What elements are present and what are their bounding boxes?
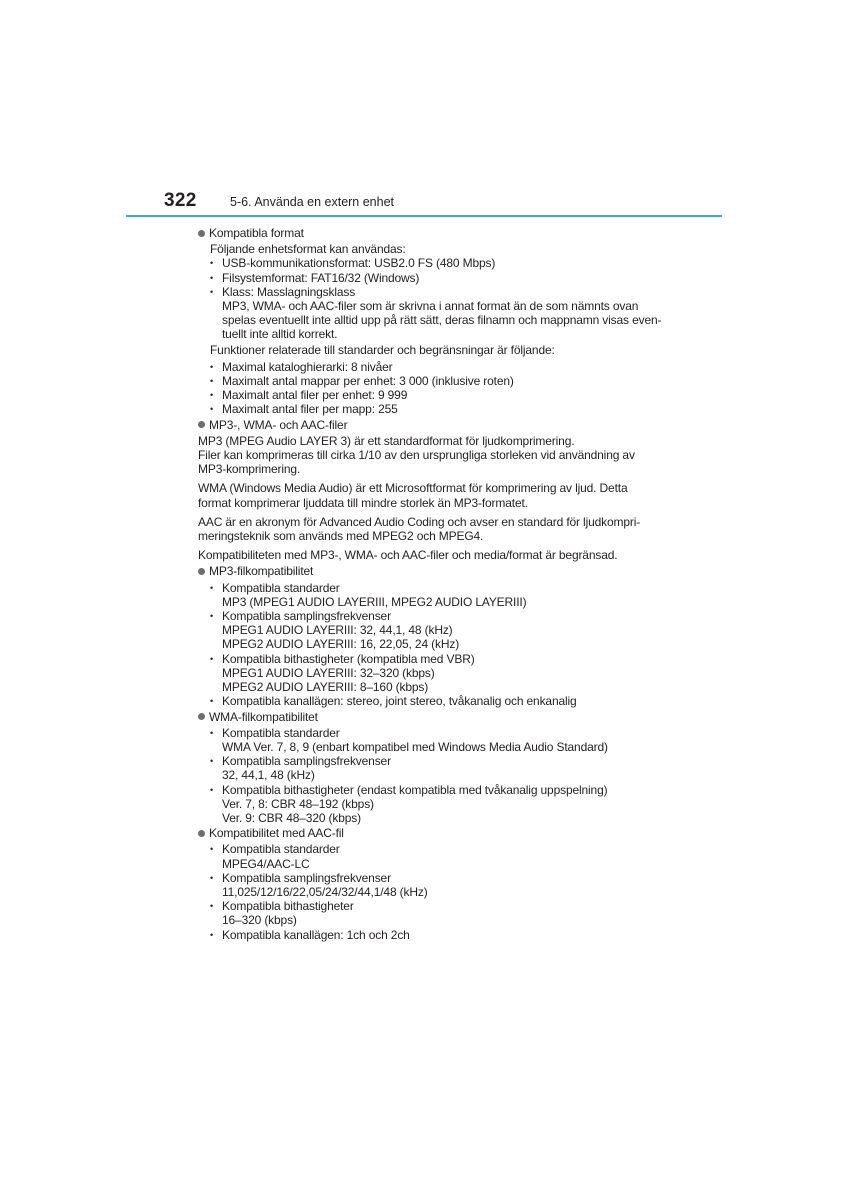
intro-text: Följande enhetsformat kan användas: — [210, 242, 406, 257]
intro-text-2: Funktioner relaterade till standarder och begränsningar är följande: — [210, 342, 555, 357]
format-list — [210, 256, 668, 341]
list-item: • Maximalt antal filer per enhet: 9 999 — [210, 388, 408, 403]
list-item: • Kompatibla standarder MPEG4/AAC-LC — [210, 842, 340, 871]
section-heading-kompatibla-format: Kompatibla format — [198, 226, 668, 240]
list-item: • Klass: Masslagningsklass MP3, WMA- och AAC-filer som är skrivna i annat format än de som nämnts ovan spelas eventuellt inte alltid upp på rätt sätt, deras filnamn och mappnamn visas even- tuellt inte alltid korrekt. — [210, 284, 662, 342]
list-item: • Kompatibla bithastigheter (endast kompatibla med tvåkanalig uppspelning) Ver. 7, 8: CBR 48–192 (kbps) Ver. 9: CBR 48–320 (kbps) — [210, 782, 608, 825]
list-item: • Maximalt antal mappar per enhet: 3 000 (inklusive roten) — [210, 374, 514, 389]
list-item: • Kompatibla standarder WMA Ver. 7, 8, 9 (enbart kompatibel med Windows Media Audio Standard) — [210, 725, 608, 754]
section-title: 5-6. Använda en extern enhet — [230, 195, 395, 209]
section-heading-filer: MP3-, WMA- och AAC-filer — [198, 418, 668, 432]
list-item: • Maximal kataloghierarki: 8 nivåer — [210, 359, 393, 374]
list-item: • Kompatibla kanallägen: stereo, joint stereo, tvåkanalig och enkanalig — [210, 694, 577, 709]
bullet-circle-icon — [198, 830, 205, 837]
list-item: • Maximalt antal filer per mapp: 255 — [210, 402, 398, 417]
bullet-circle-icon — [198, 713, 205, 720]
page-header — [126, 190, 722, 220]
page-content — [198, 226, 668, 943]
list-item: • Kompatibla samplingsfrekvenser 11,025/12/16/22,05/24/32/44,1/48 (kHz) — [210, 870, 428, 899]
section-heading-aac: Kompatibilitet med AAC-fil — [198, 826, 668, 840]
list-item: • Kompatibla bithastigheter (kompatibla med VBR) MPEG1 AUDIO LAYERIII: 32–320 (kbps) MPEG2 AUDIO LAYERIII: 8–160 (kbps) — [210, 651, 475, 695]
paragraph-aac: AAC är en akronym för Advanced Audio Coding och avser en standard för ljudkompri- meringsteknik som används med MPEG2 och MPEG4. — [198, 514, 641, 544]
mp3-list — [210, 581, 668, 709]
aac-list — [210, 842, 668, 941]
list-item: • Filsystemformat: FAT16/32 (Windows) — [210, 270, 420, 285]
list-item: • Kompatibla samplingsfrekvenser 32, 44,1, 48 (kHz) — [210, 754, 391, 783]
list-item: • Kompatibla samplingsfrekvenser MPEG1 AUDIO LAYERIII: 32, 44,1, 48 (kHz) MPEG2 AUDIO LAYERIII: 16, 22,05, 24 (kHz) — [210, 609, 460, 652]
section-heading-mp3: MP3-filkompatibilitet — [198, 564, 668, 578]
bullet-circle-icon — [198, 230, 205, 237]
list-item: • Kompatibla standarder MP3 (MPEG1 AUDIO LAYERIII, MPEG2 AUDIO LAYERIII) — [210, 580, 527, 609]
limits-list — [210, 360, 668, 417]
section-heading-wma: WMA-filkompatibilitet — [198, 710, 668, 724]
wma-list — [210, 726, 668, 825]
list-item: • USB-kommunikationsformat: USB2.0 FS (480 Mbps) — [210, 256, 496, 271]
list-item: • Kompatibla bithastigheter 16–320 (kbps) — [210, 899, 354, 928]
paragraph-compatibility: Kompatibiliteten med MP3-, WMA- och AAC-filer och media/format är begränsad. — [198, 548, 618, 563]
paragraph-wma: WMA (Windows Media Audio) är ett Microsoftformat för komprimering av ljud. Detta format komprimerar ljuddata till mindre storlek än MP3-formatet. — [198, 481, 628, 510]
bullet-circle-icon — [198, 421, 205, 428]
page-number: 322 — [164, 190, 197, 211]
paragraph-mp3: MP3 (MPEG Audio LAYER 3) är ett standardformat för ljudkomprimering. Filer kan komprimeras till cirka 1/10 av den ursprungliga storleken vid användning av MP3-komprimering. — [198, 433, 635, 477]
header-divider — [126, 215, 722, 217]
list-item: • Kompatibla kanallägen: 1ch och 2ch — [210, 927, 410, 942]
bullet-circle-icon — [198, 568, 205, 575]
